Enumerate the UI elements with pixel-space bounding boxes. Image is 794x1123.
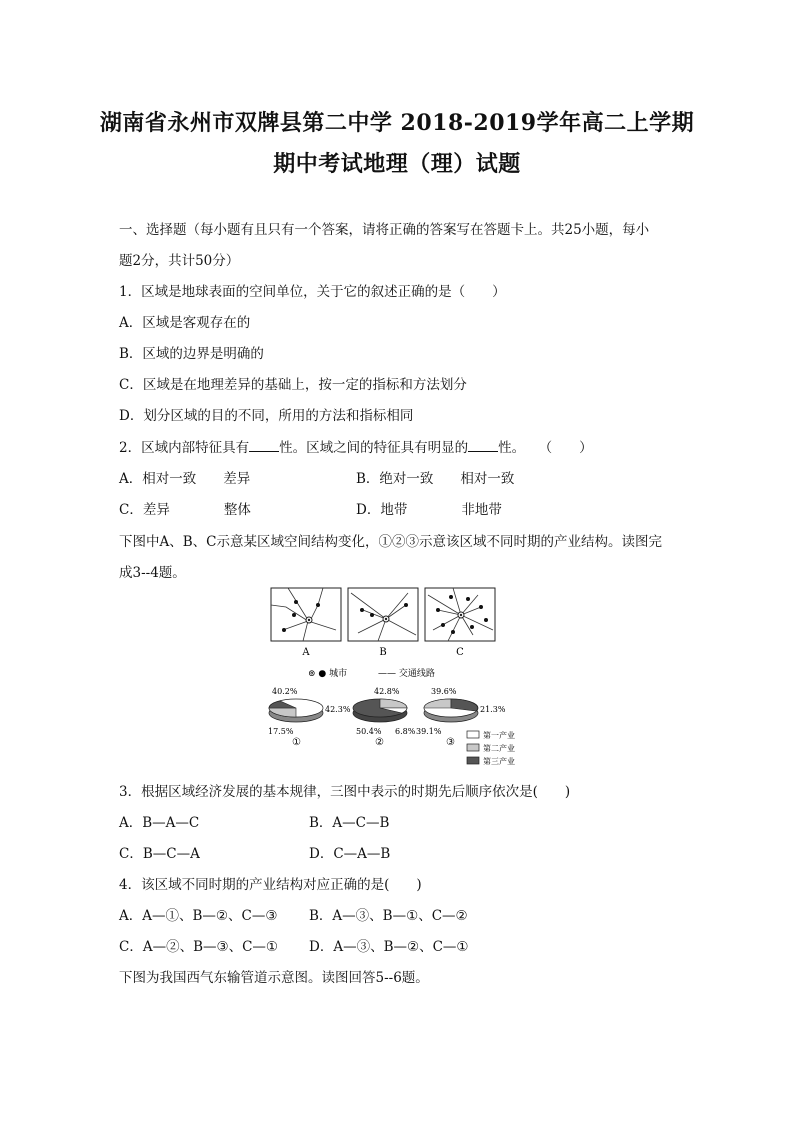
region-structure-figure: [268, 585, 518, 770]
q3-stem: 3．根据区域经济发展的基本规律，三图中表示的时期先后顺序依次是( ): [119, 784, 571, 800]
q3-option-b: B．A—C—B: [309, 815, 390, 831]
q3-option-a: A．B—A—C: [119, 815, 200, 831]
section-heading-cont: 题2分，共计50分）: [119, 253, 240, 269]
map-c: [425, 588, 495, 641]
q1-stem: 1．区域是地球表面的空间单位，关于它的叙述正确的是（ ）: [119, 284, 506, 300]
q4-option-a: A．A—①、B—②、C—③: [119, 908, 278, 924]
map-label-b: B: [379, 647, 387, 658]
map-label-c: C: [456, 647, 464, 658]
q2-option-a: A．相对一致 差异: [119, 471, 251, 487]
pie-3-value-3: 39.1%: [416, 727, 442, 736]
map-label-a: A: [302, 647, 310, 658]
legend-city: ⊚ ● 城市: [308, 669, 348, 679]
q1-option-d: D．划分区域的目的不同，所用的方法和指标相同: [119, 408, 414, 424]
legend-road: —— 交通线路: [378, 669, 435, 679]
q2-stem-part2: 性。区域之间的特征具有明显的: [279, 440, 469, 456]
q3-option-d: D．C—A—B: [309, 846, 391, 862]
q2-stem: [119, 436, 593, 456]
title-line-2: 期中考试地理（理）试题: [273, 151, 521, 177]
pie-3: [424, 699, 478, 722]
q4-stem: 4．该区域不同时期的产业结构对应正确的是( ): [119, 877, 422, 893]
legend-first-industry: 第一产业: [483, 731, 515, 740]
title-line-1: 湖南省永州市双牌县第二中学 2018-2019学年高二上学期: [99, 110, 695, 136]
pie-2-value-2: 50.4%: [356, 727, 382, 736]
legend-second-industry: 第二产业: [483, 744, 515, 753]
pie-1-value-1: 40.2%: [272, 687, 298, 696]
section-heading: 一、选择题（每小题有且只有一个答案，请将正确的答案写在答题卡上。共25小题，每小: [119, 222, 650, 238]
q4-option-c: C．A—②、B—③、C—①: [119, 939, 279, 955]
pie-1: [269, 699, 323, 722]
pie-3-label: ③: [446, 737, 455, 748]
q2-option-d: D．地带 非地带: [356, 502, 502, 518]
map-b: [348, 588, 418, 641]
pie-2-value-3: 6.8%: [395, 727, 416, 736]
pie-3-value-1: 39.6%: [431, 687, 457, 696]
q4-option-d: D．A—③、B—②、C—①: [309, 939, 469, 955]
q3-option-c: C．B—C—A: [119, 846, 200, 862]
q2-option-c: C．差异 整体: [119, 502, 251, 518]
map-a: [271, 588, 341, 641]
pie-3-value-2: 21.3%: [480, 705, 506, 714]
pie-2-value-1: 42.8%: [374, 687, 400, 696]
intro-5-6: 下图为我国西气东输管道示意图。读图回答5--6题。: [119, 970, 429, 986]
q1-option-b: B．区域的边界是明确的: [119, 346, 264, 362]
pie-1-value-3: 17.5%: [268, 727, 294, 736]
industry-legend: [467, 730, 515, 766]
q2-blank-1: [249, 439, 279, 452]
pie-1-value-2: 42.3%: [325, 705, 351, 714]
pie-2: [353, 699, 407, 722]
q2-blank-2: [468, 439, 498, 452]
q4-option-b: B．A—③、B—①、C—②: [309, 908, 468, 924]
q1-option-c: C．区域是在地理差异的基础上，按一定的指标和方法划分: [119, 377, 467, 393]
legend-third-industry: 第三产业: [483, 757, 515, 766]
q2-option-b: B．绝对一致 相对一致: [356, 471, 515, 487]
pie-2-label: ②: [375, 737, 384, 748]
intro-3-4-cont: 成3--4题。: [119, 565, 186, 581]
intro-3-4: 下图中A、B、C示意某区域空间结构变化，①②③示意该区域不同时期的产业结构。读图完: [119, 534, 662, 550]
pie-1-label: ①: [292, 737, 301, 748]
q2-stem-part3: 性。 （ ）: [498, 440, 593, 456]
q1-option-a: A．区域是客观存在的: [119, 315, 251, 331]
q2-stem-part1: 2．区域内部特征具有: [119, 440, 250, 456]
